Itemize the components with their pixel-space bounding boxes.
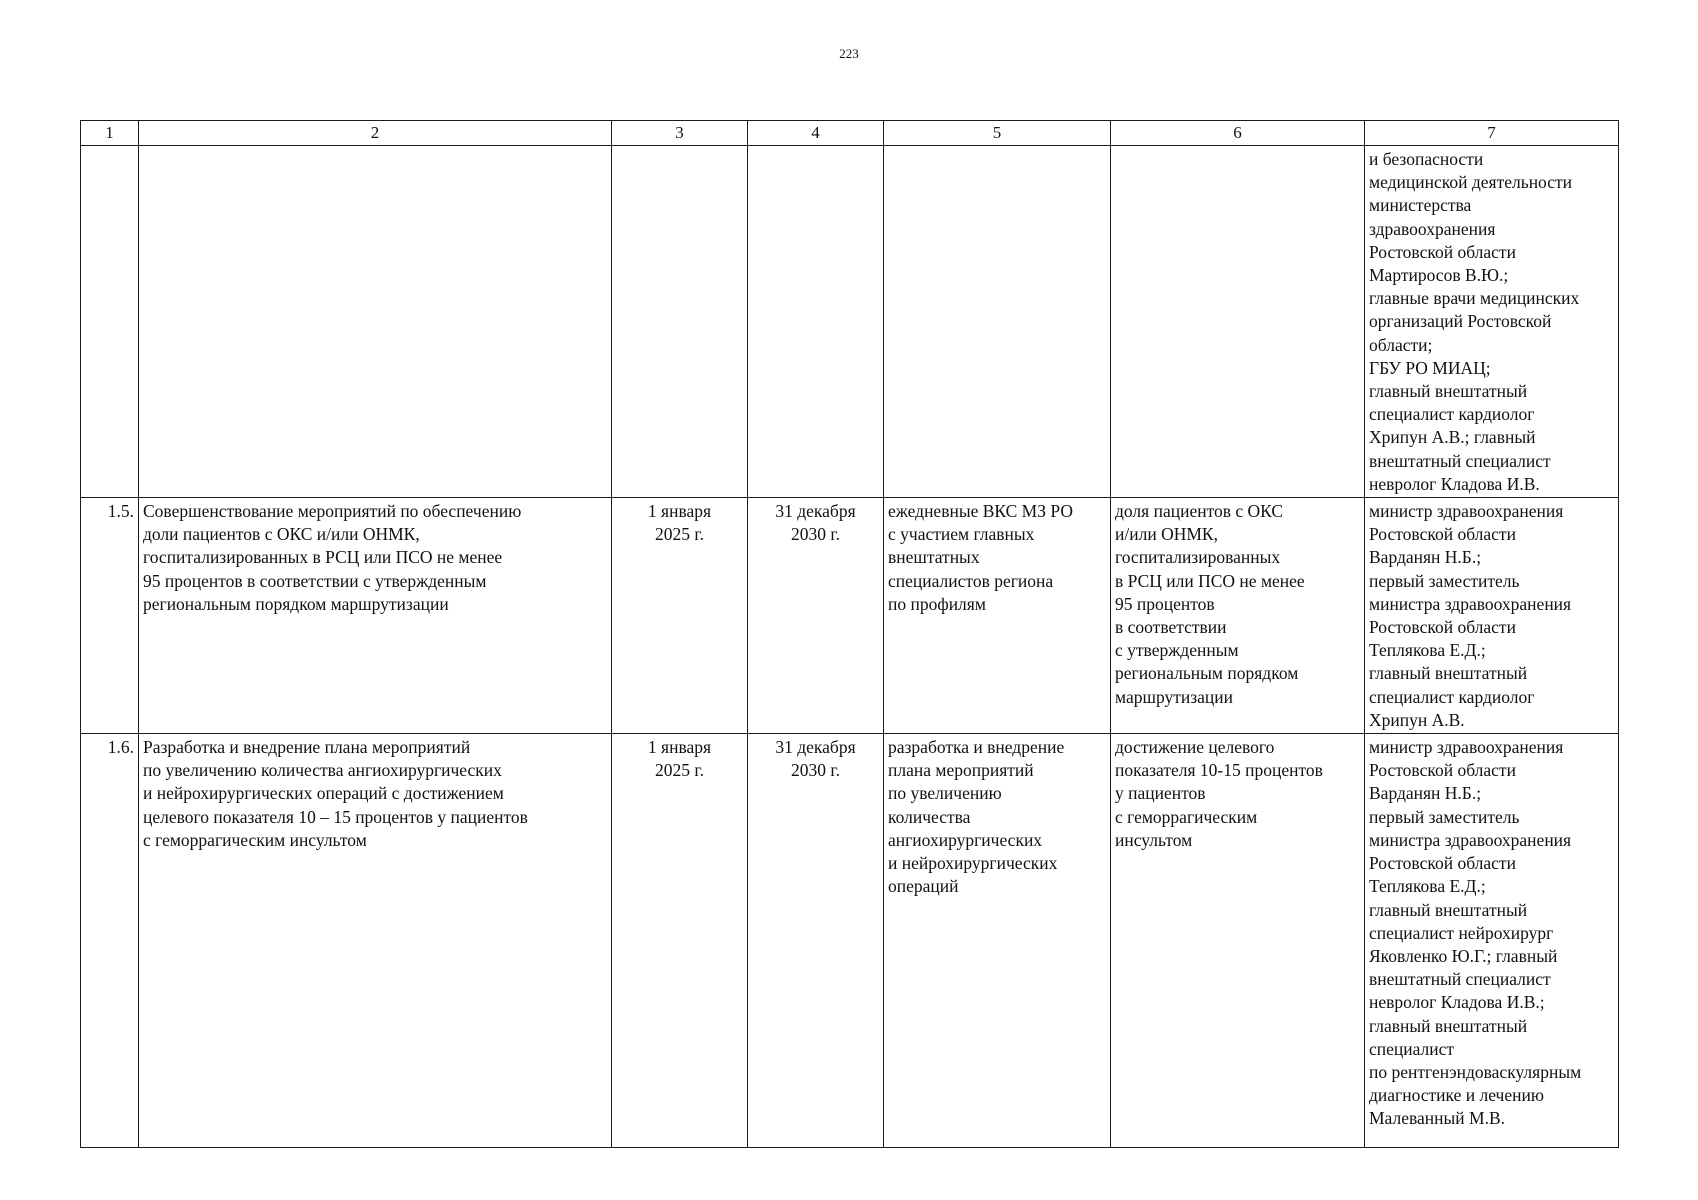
start-date-cell: 1 января 2025 г.: [612, 734, 748, 1148]
start-date-cell: [612, 146, 748, 498]
column-header: 4: [748, 121, 884, 146]
responsible-cell: министр здравоохранения Ростовской области Варданян Н.Б.; первый заместитель министра здравоохранения Ростовской области Теплякова Е.Д.; главный внештатный специалист кардиолог Хрипун А.В.: [1365, 498, 1619, 734]
task-cell: Совершенствование мероприятий по обеспечению доли пациентов с ОКС и/или ОНМК, госпитализированных в РСЦ или ПСО не менее 95 процентов в соответствии с утвержденным региональным порядком маршрутизации: [139, 498, 612, 734]
measure-cell: ежедневные ВКС МЗ РО с участием главных внештатных специалистов региона по профилям: [884, 498, 1111, 734]
column-header: 1: [81, 121, 139, 146]
end-date-cell: 31 декабря 2030 г.: [748, 734, 884, 1148]
start-date-cell: 1 января 2025 г.: [612, 498, 748, 734]
indicator-cell: достижение целевого показателя 10-15 процентов у пациентов с геморрагическим инсультом: [1111, 734, 1365, 1148]
table-row: [81, 146, 1619, 498]
task-cell: Разработка и внедрение плана мероприятий по увеличению количества ангиохирургических и нейрохирургических операций с достижением целевого показателя 10 – 15 процентов у пациентов с геморрагическим инсультом: [139, 734, 612, 1148]
column-header: 3: [612, 121, 748, 146]
measures-table: [80, 120, 1619, 1148]
responsible-cell: министр здравоохранения Ростовской области Варданян Н.Б.; первый заместитель министра здравоохранения Ростовской области Теплякова Е.Д.; главный внештатный специалист нейрохирург Яковленко Ю.Г.; главный внештатный специалист невролог Кладова И.В.; главный внештатный специалист по рентгенэндоваскулярным диагностике и лечению Малеванный М.В.: [1365, 734, 1619, 1148]
column-header: 7: [1365, 121, 1619, 146]
end-date-cell: 31 декабря 2030 г.: [748, 498, 884, 734]
column-header: 2: [139, 121, 612, 146]
end-date-cell: [748, 146, 884, 498]
column-header: 6: [1111, 121, 1365, 146]
indicator-cell: [1111, 146, 1365, 498]
page-number: 223: [839, 46, 859, 61]
row-number-cell: [81, 146, 139, 498]
measure-cell: разработка и внедрение плана мероприятий по увеличению количества ангиохирургических и нейрохирургических операций: [884, 734, 1111, 1148]
row-number-cell: 1.6.: [81, 734, 139, 1148]
table-header-row: [81, 121, 1619, 146]
column-header: 5: [884, 121, 1111, 146]
indicator-cell: доля пациентов с ОКС и/или ОНМК, госпитализированных в РСЦ или ПСО не менее 95 процентов в соответствии с утвержденным региональным порядком маршрутизации: [1111, 498, 1365, 734]
table-row: [81, 734, 1619, 1148]
measure-cell: [884, 146, 1111, 498]
row-number-cell: 1.5.: [81, 498, 139, 734]
table-row: [81, 498, 1619, 734]
task-cell: [139, 146, 612, 498]
responsible-cell: и безопасности медицинской деятельности министерства здравоохранения Ростовской области Мартиросов В.Ю.; главные врачи медицинских организаций Ростовской области; ГБУ РО МИАЦ; главный внештатный специалист кардиолог Хрипун А.В.; главный внештатный специалист невролог Кладова И.В.: [1365, 146, 1619, 498]
